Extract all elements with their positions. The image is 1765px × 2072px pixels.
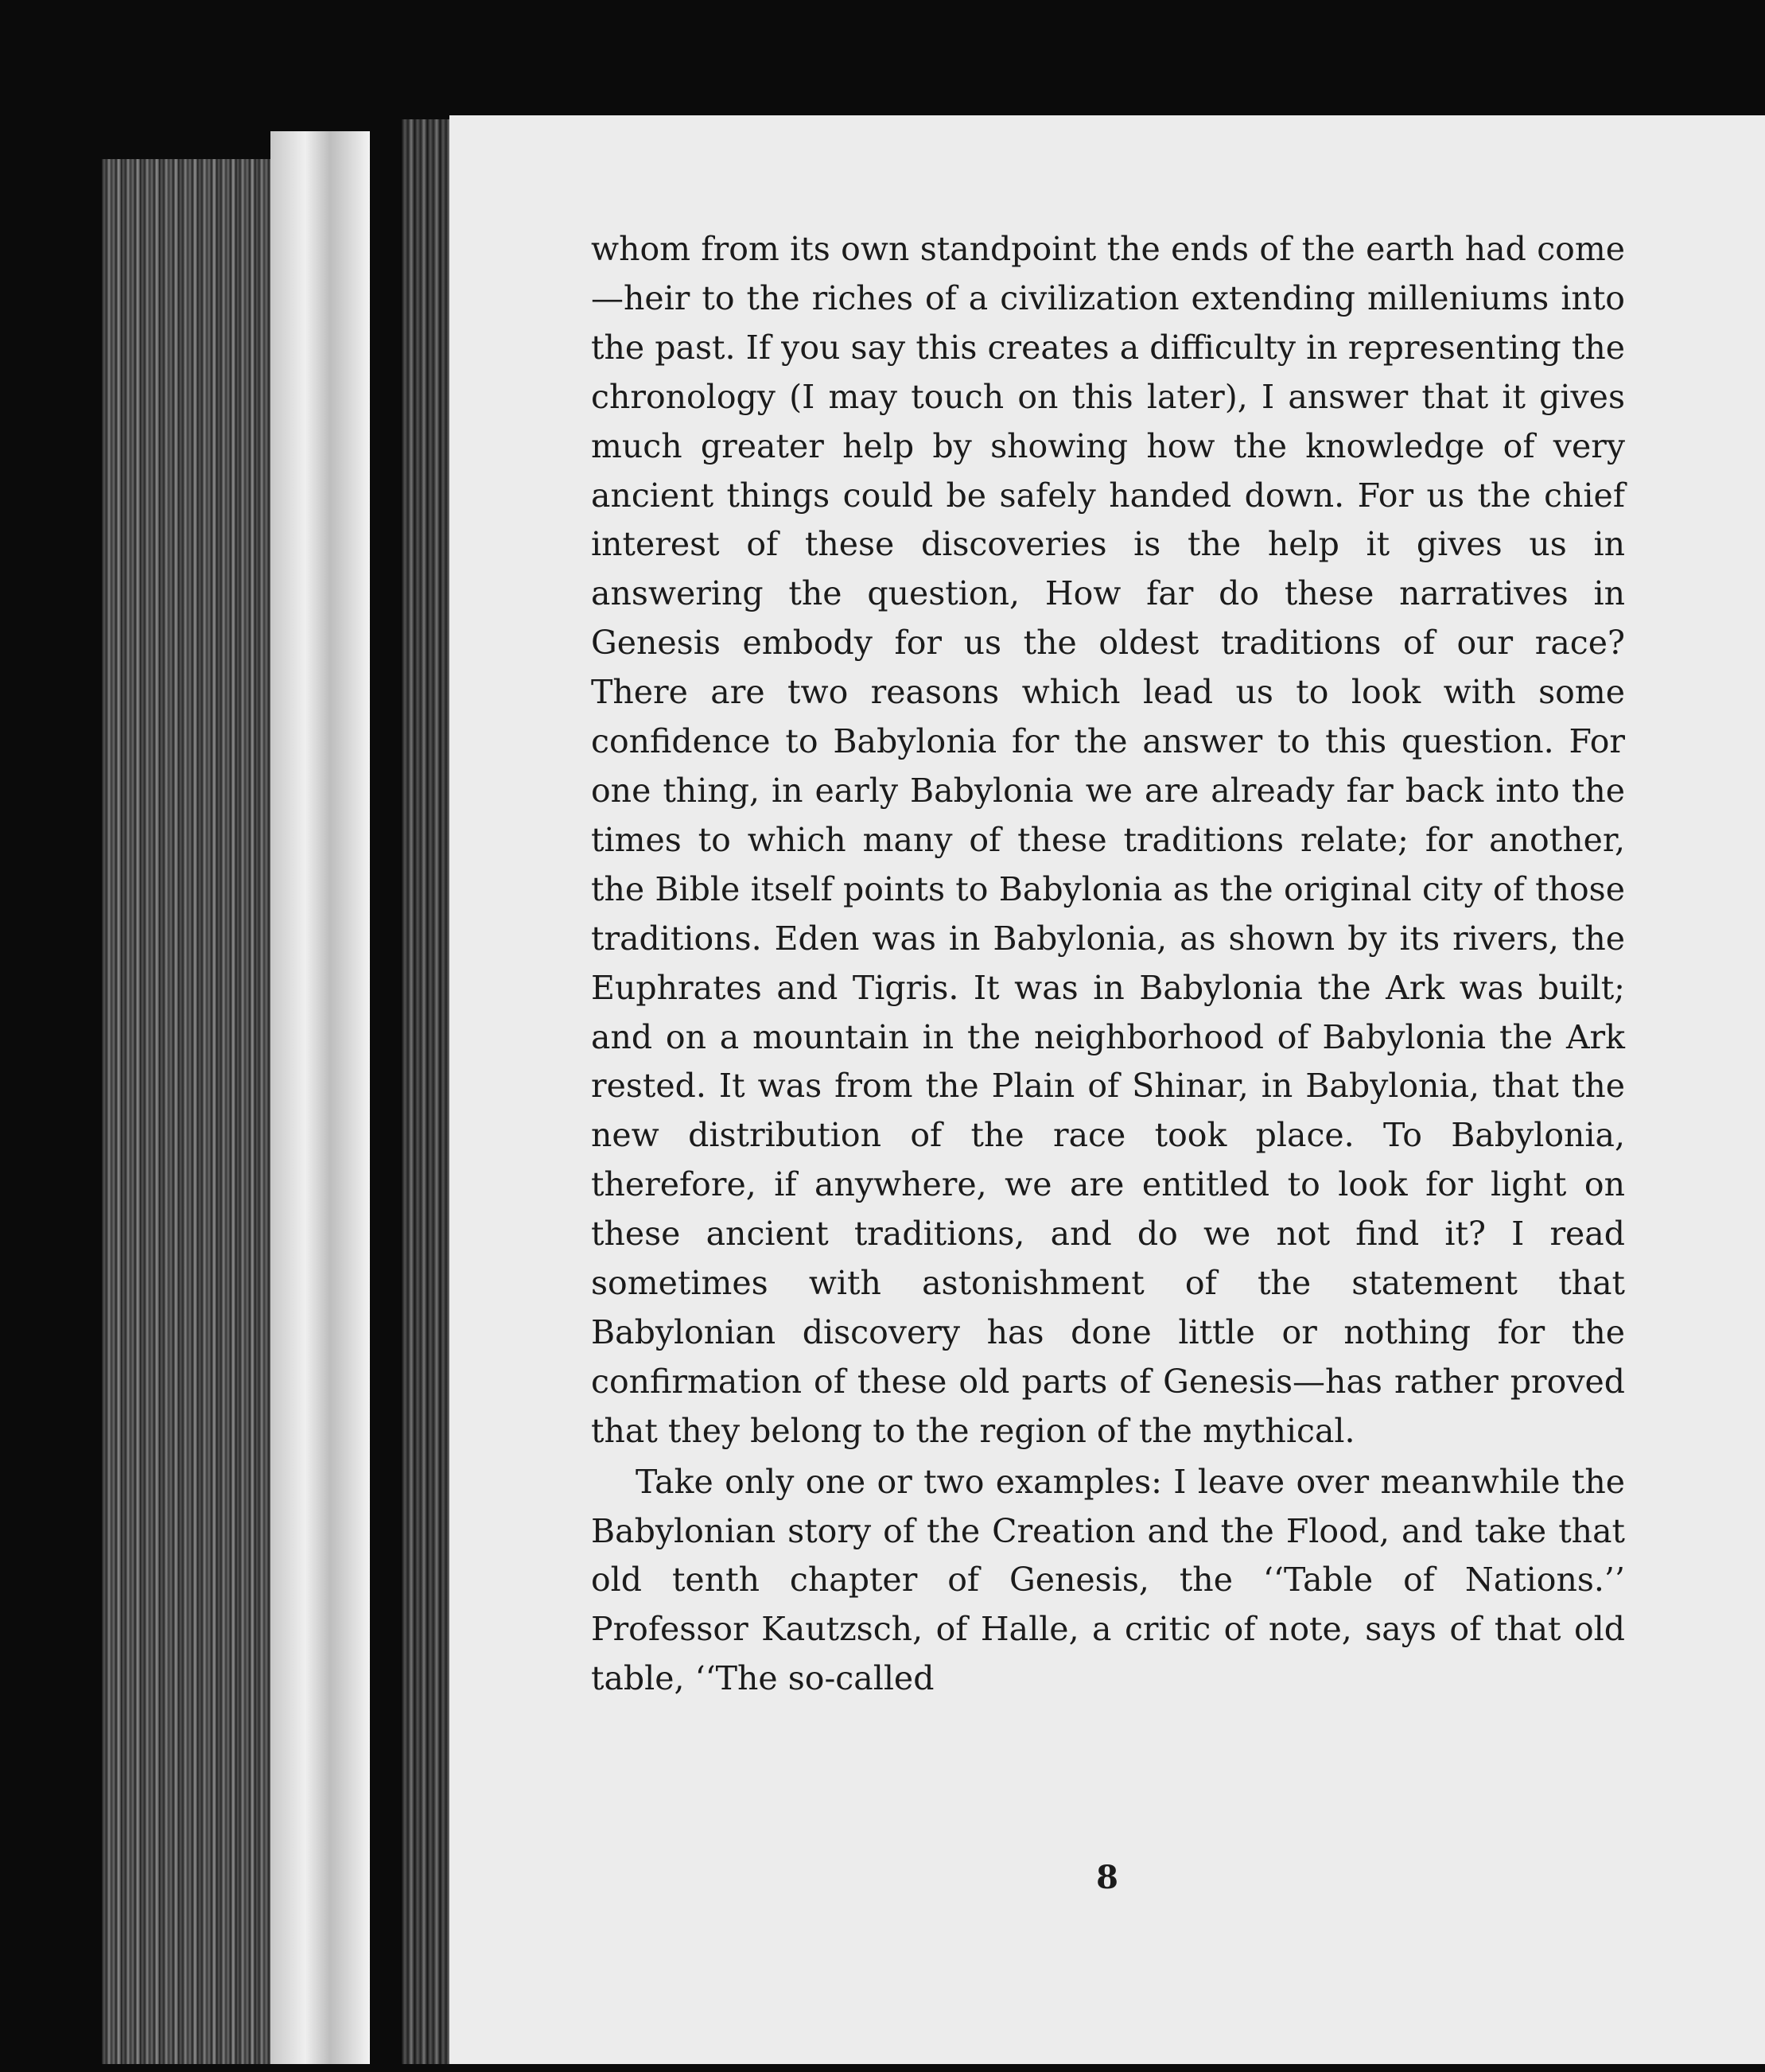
book-page-edges-light <box>270 131 370 2064</box>
paragraph-2: Take only one or two examples: I leave over meanwhile the Babylonian story of the Creation and the Flood, and take that old tenth chapter of Genesis, the ‘‘Table of Nations.’’ Professor Kautzsch, of Halle, a critic of note, says of that old table, ‘‘The so-called <box>591 1462 1625 1698</box>
book-page <box>449 115 1765 2064</box>
book-gutter <box>402 119 449 2064</box>
page-number: 8 <box>1096 1859 1118 1896</box>
body-text <box>591 225 1625 1704</box>
paragraph-1: whom from its own standpoint the ends of the earth had come—heir to the riches of a civilization extending milleniums into the past. If you say this creates a difficulty in representing the chronology (I may touch on this later), I answer that it gives much greater help by showing how the knowledge of very ancient things could be safely handed down. For us the chief interest of these discoveries is the help it gives us in answering the question, How far do these narratives in Genesis embody for us the oldest traditions of our race? There are two reasons which lead us to look with some confidence to Babylonia for the answer to this question. For one thing, in early Babylonia we are already far back into the times to which many of these traditions relate; for another, the Bible itself points to Babylonia as the original city of those traditions. Eden was in Babylonia, as shown by its rivers, the Euphrates and Tigris. It was in Babylonia the Ark was built; and on a mountain in the neighborhood of Babylonia the Ark rested. It was from the Plain of Shinar, in Babylonia, that the new distribution of the race took place. To Babylonia, therefore, if anywhere, we are entitled to look for light on these ancient traditions, and do we not find it? I read sometimes with astonishment of the statement that Babylonian discovery has done little or nothing for the confirmation of these old parts of Genesis—has rather proved that they belong to the region of the mythical. <box>591 230 1625 1450</box>
